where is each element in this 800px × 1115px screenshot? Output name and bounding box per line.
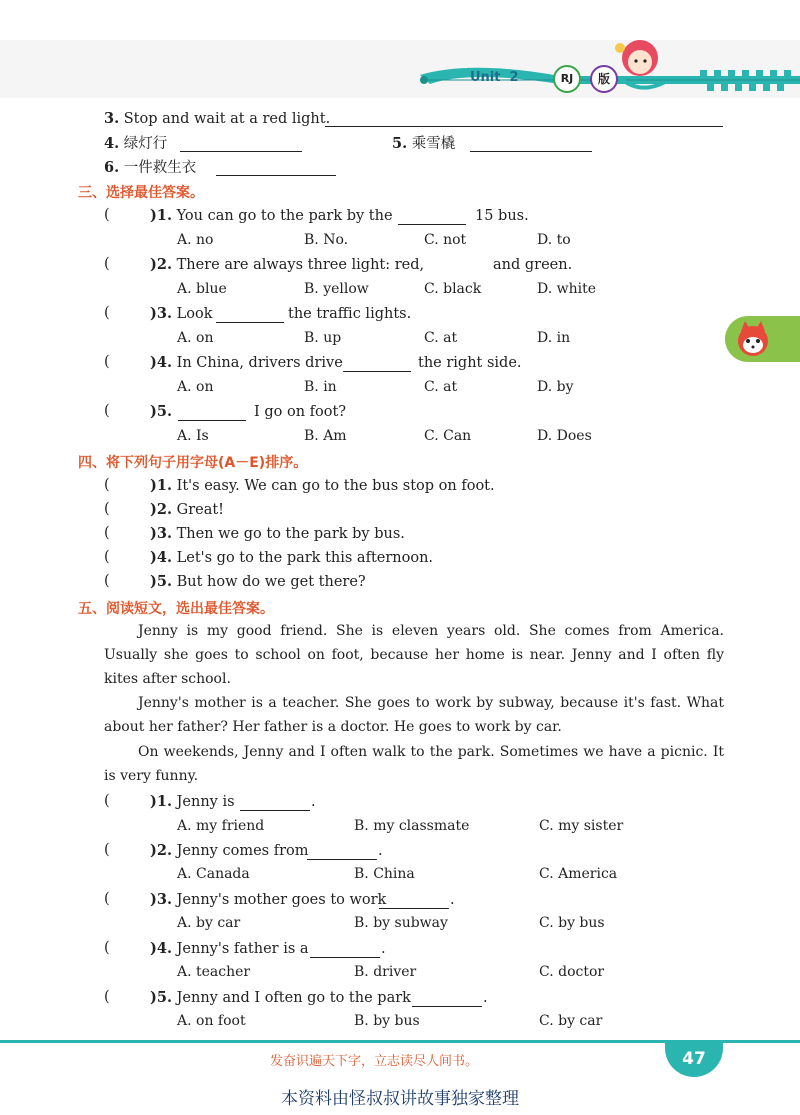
option-c: C. doctor	[539, 964, 605, 980]
answer-paren[interactable]: (	[104, 525, 110, 541]
list-item: )5. But how do we get there?	[150, 573, 366, 590]
question: )1. Jenny is	[150, 793, 235, 810]
option-a: A. my friend	[177, 818, 265, 834]
question: )5. Jenny and I often go to the park	[150, 989, 411, 1006]
badge-rj: RJ	[553, 65, 581, 93]
answer-paren[interactable]: (	[104, 256, 110, 272]
option-a: A. Is	[177, 428, 209, 444]
answer-blank[interactable]	[178, 406, 246, 421]
answer-paren[interactable]: (	[104, 501, 110, 517]
option-c: C. by bus	[539, 915, 605, 931]
answer-blank[interactable]	[240, 796, 310, 811]
option-b: B. by bus	[354, 1013, 420, 1029]
answer-blank[interactable]	[412, 992, 482, 1007]
option-b: B. up	[304, 330, 342, 346]
answer-blank[interactable]	[325, 112, 723, 127]
section4-title: 四、将下列句子用字母(A－E)排序。	[78, 455, 308, 471]
answer-blank[interactable]	[310, 943, 380, 958]
side-tab	[725, 316, 800, 362]
question: )4. Jenny's father is a	[150, 940, 309, 957]
section3-title: 三、选择最佳答案。	[78, 185, 204, 201]
option-b: B. driver	[354, 964, 417, 980]
question: )5.	[150, 403, 172, 420]
option-c: C. my sister	[539, 818, 624, 834]
option-c: C. at	[424, 379, 458, 395]
question: )3. Look	[150, 305, 213, 322]
option-b: B. No.	[304, 232, 349, 248]
answer-paren[interactable]: (	[104, 305, 110, 321]
option-d: D. white	[537, 281, 597, 297]
option-a: A. Canada	[177, 866, 250, 882]
option-a: A. on	[177, 330, 214, 346]
answer-blank[interactable]	[379, 894, 449, 909]
option-b: B. my classmate	[354, 818, 470, 834]
list-item: )3. Then we go to the park by bus.	[150, 525, 405, 542]
question: )2. Jenny comes from	[150, 842, 309, 859]
answer-paren[interactable]: (	[104, 989, 110, 1005]
option-a: A. teacher	[177, 964, 251, 980]
answer-paren[interactable]: (	[104, 842, 110, 858]
option-b: B. by subway	[354, 915, 448, 931]
translation-item-6: 6. 一件救生衣	[104, 159, 197, 176]
option-a: A. on	[177, 379, 214, 395]
question-post: .	[483, 990, 488, 1006]
answer-paren[interactable]: (	[104, 793, 110, 809]
reading-paragraph: Jenny is my good friend. She is eleven years old. She comes from America. Usually she goes to school on foot, because her home is near. Jenny and I often fly kites after school.	[104, 623, 724, 687]
question-post: .	[450, 892, 455, 908]
question-post: .	[381, 941, 386, 957]
question: )4. In China, drivers drive	[150, 354, 343, 371]
question-post: 15 bus.	[475, 208, 529, 224]
answer-paren[interactable]: (	[104, 477, 110, 493]
option-b: B. yellow	[304, 281, 369, 297]
answer-blank[interactable]	[216, 161, 336, 176]
footer-credit: 本资料由怪叔叔讲故事独家整理	[281, 1089, 519, 1109]
question-post: .	[311, 794, 316, 810]
option-d: D. by	[537, 379, 574, 395]
answer-paren[interactable]: (	[104, 573, 110, 589]
option-b: B. China	[354, 866, 415, 882]
answer-paren[interactable]: (	[104, 940, 110, 956]
list-item: )4. Let's go to the park this afternoon.	[150, 549, 434, 566]
answer-blank[interactable]	[180, 137, 302, 152]
badge-ban: 版	[590, 65, 618, 93]
option-c: C. America	[539, 866, 618, 882]
answer-blank[interactable]	[470, 137, 592, 152]
list-item: )1. It's easy. We can go to the bus stop on foot.	[150, 477, 495, 494]
answer-blank[interactable]	[216, 308, 284, 323]
question-post: and green.	[493, 257, 573, 273]
unit-label: Unit 2	[470, 70, 519, 85]
question-post: the right side.	[418, 355, 522, 371]
footer-motto: 发奋识遍天下字，立志读尽人间书。	[270, 1054, 479, 1069]
header-banner	[0, 0, 800, 100]
option-d: D. to	[537, 232, 571, 248]
option-d: D. in	[537, 330, 571, 346]
translation-item-5: 5. 乘雪橇	[392, 135, 456, 152]
option-a: A. blue	[177, 281, 227, 297]
option-a: A. no	[177, 232, 214, 248]
answer-blank[interactable]	[343, 357, 411, 372]
question: )3. Jenny's mother goes to work	[150, 891, 387, 908]
option-b: B. Am	[304, 428, 347, 444]
section5-title: 五、阅读短文，选出最佳答案。	[78, 601, 274, 617]
answer-paren[interactable]: (	[104, 207, 142, 223]
option-c: C. at	[424, 330, 458, 346]
answer-blank[interactable]	[307, 845, 377, 860]
option-d: D. Does	[537, 428, 592, 444]
question-post: the traffic lights.	[288, 306, 412, 322]
option-b: B. in	[304, 379, 337, 395]
option-c: C. by car	[539, 1013, 603, 1029]
mascot-face-icon	[733, 319, 773, 359]
reading-paragraph: On weekends, Jenny and I often walk to the park. Sometimes we have a picnic. It is very funny.	[104, 744, 724, 784]
question-post: I go on foot?	[254, 404, 347, 420]
answer-paren[interactable]: (	[104, 354, 110, 370]
option-c: C. black	[424, 281, 482, 297]
answer-paren[interactable]: (	[104, 403, 110, 419]
page-number: 47	[665, 1043, 723, 1077]
option-c: C. not	[424, 232, 467, 248]
option-c: C. Can	[424, 428, 472, 444]
answer-paren[interactable]: (	[104, 891, 110, 907]
answer-paren[interactable]: (	[104, 549, 110, 565]
header-decoration	[0, 0, 800, 100]
translation-item-4: 4. 绿灯行	[104, 135, 168, 152]
question: )1. You can go to the park by the	[150, 207, 393, 224]
list-item: )2. Great!	[150, 501, 225, 518]
option-a: A. on foot	[177, 1013, 246, 1029]
answer-blank[interactable]	[398, 210, 466, 225]
question-post: .	[378, 843, 383, 859]
reading-paragraph: Jenny's mother is a teacher. She goes to work by subway, because it's fast. What about her father? Her father is a doctor. He goes to work by car.	[104, 695, 724, 735]
translation-item-3: 3. Stop and wait at a red light.	[104, 110, 331, 127]
option-a: A. by car	[177, 915, 241, 931]
question: )2. There are always three light: red,	[150, 256, 425, 273]
